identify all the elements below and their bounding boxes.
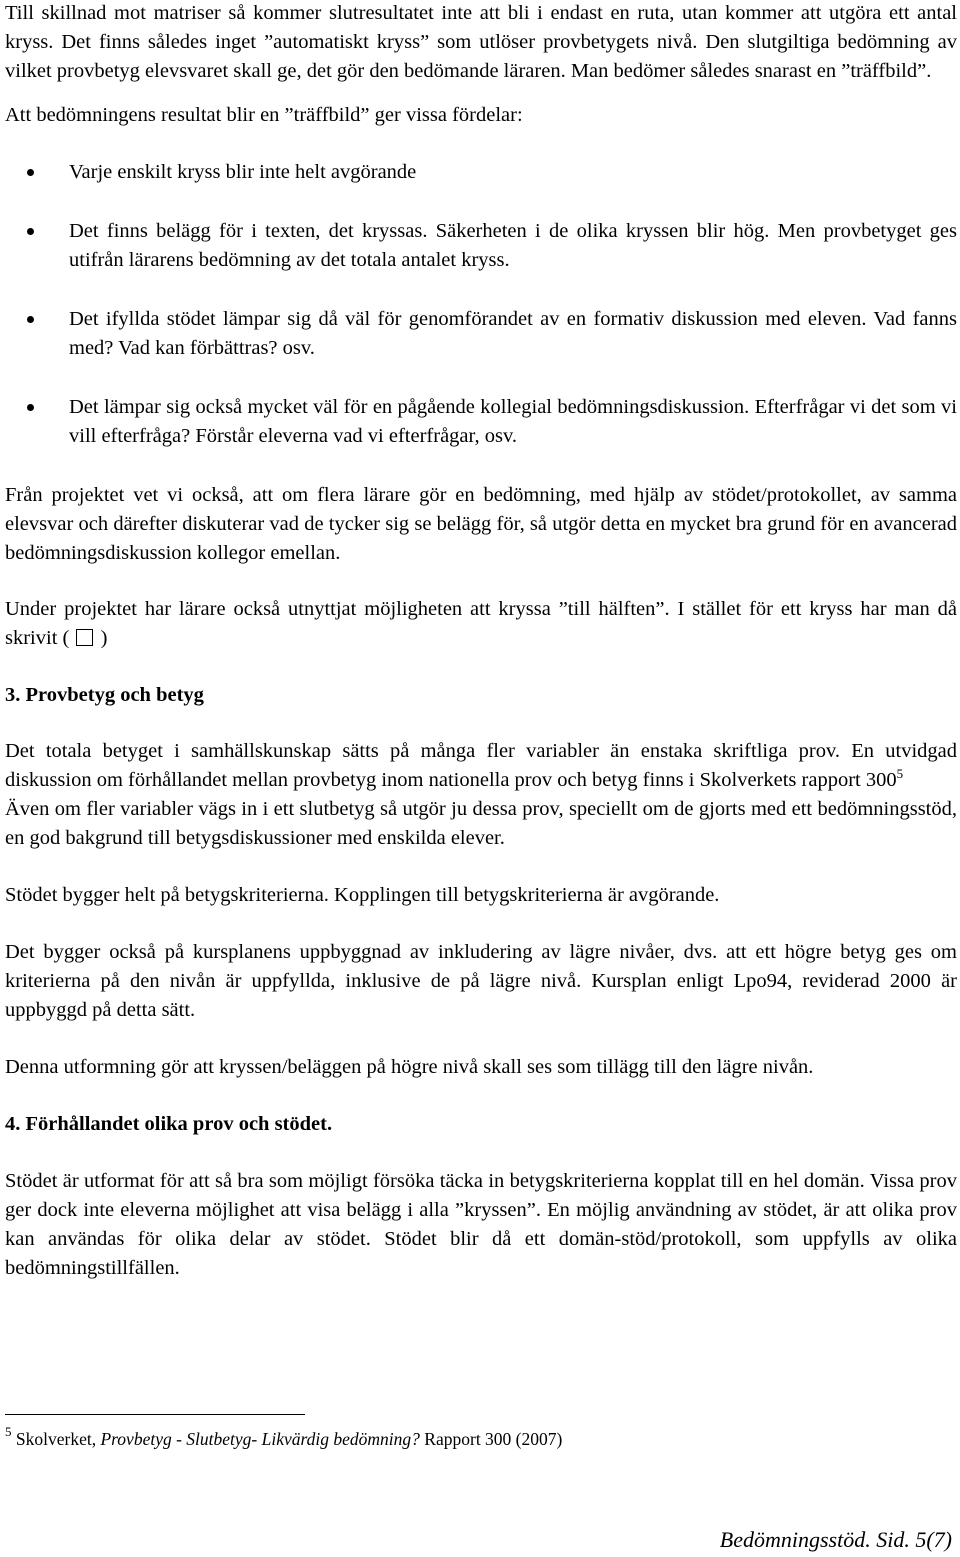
grade-paragraph bbox=[5, 737, 957, 795]
footnote-ref: 5 bbox=[896, 766, 904, 781]
half-cross-paragraph bbox=[5, 595, 957, 653]
criteria-paragraph: Stödet bygger helt på betygskriterierna. Kopplingen till betygskriterierna är avgörande. bbox=[5, 884, 720, 906]
list-item-text: Varje enskilt kryss blir inte helt avgörande bbox=[69, 161, 417, 183]
design-paragraph: Denna utformning gör att kryssen/beläggen på högre nivå skall ses som tillägg till den lägre nivån. bbox=[5, 1056, 814, 1078]
section-heading-4: 4. Förhållandet olika prov och stödet. bbox=[5, 1113, 333, 1135]
advantages-intro: Att bedömningens resultat blir en ”träffbild” ger vissa fördelar: bbox=[5, 104, 523, 126]
support-paragraph: Stödet är utformat för att så bra som möjligt försöka täcka in betygskriterierna kopplat till en hel domän. Vissa prov ger dock inte eleverna möjlighet att visa belägg i alla ”kryssen”. En möjlig användning av stödet, är att olika prov kan användas för olika delar av stödet. Stödet blir då ett domän-stöd/protokoll, som uppfylls av olika bedömningstillfällen. bbox=[5, 1170, 957, 1279]
bullet-icon bbox=[27, 404, 34, 411]
curriculum-paragraph: Det bygger också på kursplanens uppbyggnad av inkludering av lägre nivåer, dvs. att ett högre betyg ges om kriterierna på den nivån är uppfyllda, inklusive de på lägre nivå. Kursplan enligt Lpo94, reviderad 2000 är uppbyggd på detta sätt. bbox=[5, 941, 957, 1021]
bullet-icon bbox=[27, 316, 34, 323]
footnote bbox=[5, 1424, 563, 1450]
page-footer: Bedömningsstöd. Sid. 5(7) bbox=[719, 1527, 952, 1552]
project-paragraph: Från projektet vet vi också, att om flera lärare gör en bedömning, med hjälp av stödet/protokollet, av samma elevsvar och därefter diskuterar vad de tycker sig se belägg för, så utgör detta en mycket bra grund för en avancerad bedömningsdiskussion kollegor emellan. bbox=[5, 484, 957, 564]
list-item-text: Det finns belägg för i texten, det kryssas. Säkerheten i de olika kryssen blir hög. Men provbetyget ges utifrån lärarens bedömning av det totala antalet kryss. bbox=[69, 220, 957, 271]
list-item-text: Det lämpar sig också mycket väl för en pågående kollegial bedömningsdiskussion. Efterfrågar vi det som vi vill efterfråga? Förstår eleverna vad vi efterfrågar, osv. bbox=[69, 396, 957, 447]
list-item bbox=[5, 393, 957, 451]
list-item bbox=[5, 217, 957, 275]
section-heading-3: 3. Provbetyg och betyg bbox=[5, 684, 204, 706]
footnote-title: Provbetyg - Slutbetyg- Likvärdig bedömning? bbox=[100, 1429, 420, 1449]
checkbox-icon bbox=[76, 629, 93, 646]
footnote-prefix: Skolverket, bbox=[15, 1429, 97, 1449]
list-item bbox=[5, 158, 957, 187]
intro-paragraph: Till skillnad mot matriser så kommer slutresultatet inte att bli i endast en ruta, utan kommer att utgöra ett antal kryss. Det finns således inget ”automatiskt kryss” som utlöser provbetygets nivå. Den slutgiltiga bedömning av vilket provbetyg elevsvaret skall ge, det gör den bedömande läraren. Man bedömer således snarast en ”träffbild”. bbox=[5, 2, 957, 82]
half-cross-close: ) bbox=[100, 627, 108, 649]
footnote-suffix: Rapport 300 (2007) bbox=[424, 1429, 563, 1449]
list-item-text: Det ifyllda stödet lämpar sig då väl för genomförandet av en formativ diskussion med eleven. Vad fanns med? Vad kan förbättras? osv. bbox=[69, 308, 957, 359]
half-cross-text: Under projektet har lärare också utnyttjat möjligheten att kryssa ”till hälften”. I stället för ett kryss har man då skrivit ( bbox=[5, 598, 957, 649]
footnote-divider bbox=[5, 1414, 305, 1415]
grade-text: Det totala betyget i samhällskunskap sätts på många fler variabler än enstaka skriftliga prov. En utvidgad diskussion om förhållandet mellan provbetyg inom nationella prov och betyg finns i Skolverkets rapport 300 bbox=[5, 740, 957, 791]
bullet-icon bbox=[27, 228, 34, 235]
list-item bbox=[5, 305, 957, 363]
footnote-number: 5 bbox=[5, 1424, 12, 1439]
variables-paragraph: Även om fler variabler vägs in i ett slutbetyg så utgör ju dessa prov, speciellt om de gjorts med ett bedömningsstöd, en god bakgrund till betygsdiskussioner med enskilda elever. bbox=[5, 798, 957, 849]
advantages-list bbox=[5, 158, 957, 451]
document-page bbox=[5, 0, 957, 1283]
bullet-icon bbox=[27, 169, 34, 176]
